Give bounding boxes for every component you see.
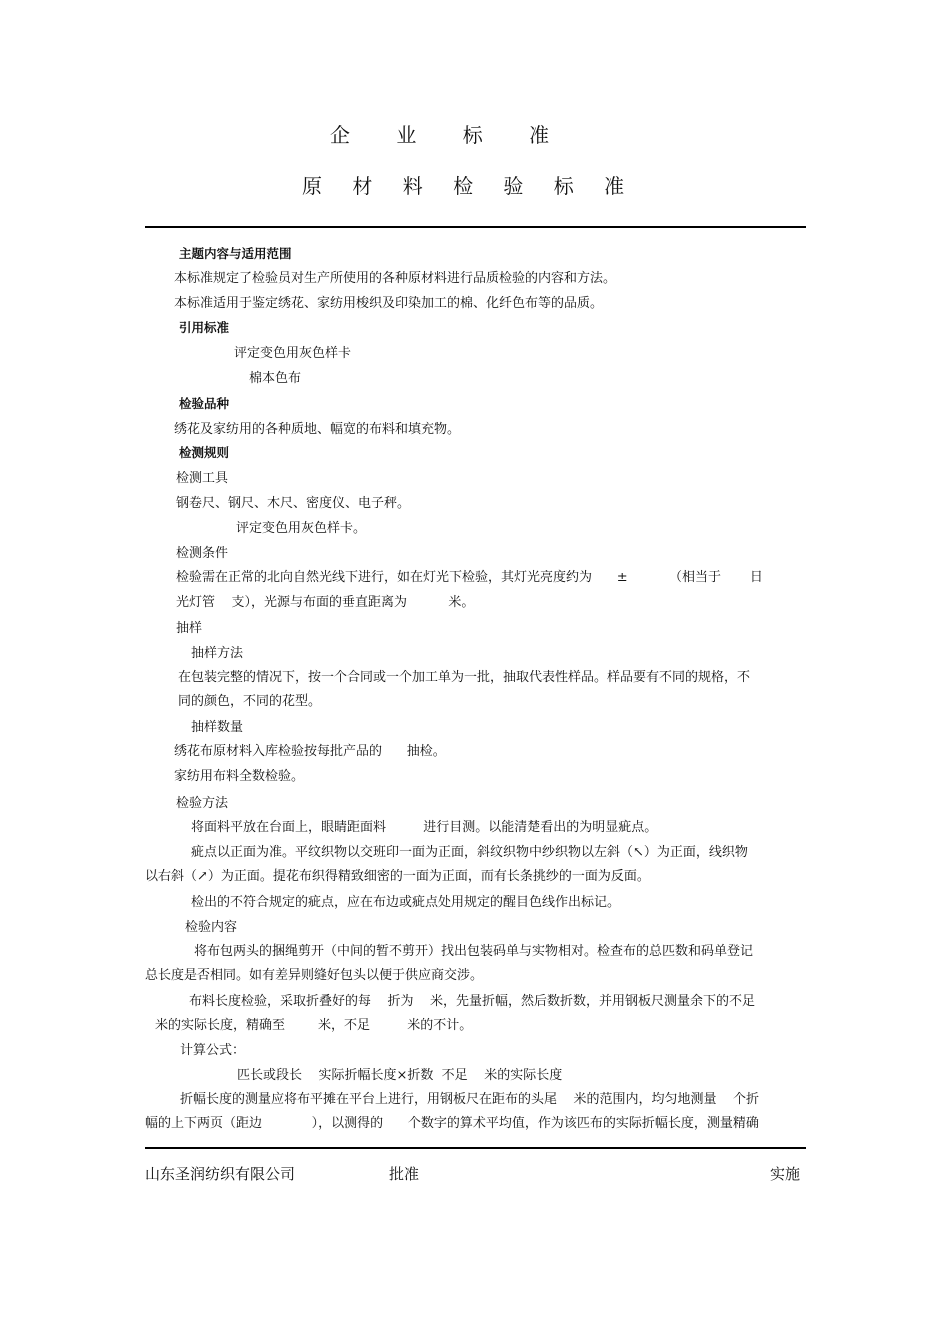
formula: 匹长或段长 实际折幅长度×折数 不足 米的实际长度 — [237, 1068, 563, 1083]
header-rule — [145, 226, 806, 228]
paragraph: 绣花及家纺用的各种质地、幅宽的布料和填充物。 — [174, 422, 461, 437]
footer-implement: 实施 — [770, 1165, 801, 1183]
paragraph: 布料长度检验，采取折叠好的每 折为 米，先量折幅，然后数折数，并用钢板尺测量余下的不足 — [189, 994, 756, 1009]
paragraph: 光灯管 支），光源与布面的垂直距离为 米。 — [176, 595, 475, 610]
subheading: 检验内容 — [185, 920, 238, 935]
subheading: 抽样 — [176, 621, 203, 636]
paragraph: 评定变色用灰色样卡。 — [236, 521, 367, 536]
subheading: 检测工具 — [176, 471, 229, 486]
paragraph: 疵点以正面为准。平纹织物以交班印一面为正面，斜纹织物中纱织物以左斜（↖）为正面，线织物 — [191, 845, 748, 860]
paragraph: 米的实际长度，精确至 米，不足 米的不计。 — [155, 1018, 473, 1033]
paragraph: 检验需在正常的北向自然光线下进行，如在灯光下检验，其灯光亮度约为 ± （相当于 日 — [176, 570, 763, 585]
paragraph: 钢卷尺、钢尺、木尺、密度仪、电子秤。 — [176, 496, 411, 511]
section-heading-references: 引用标准 — [179, 320, 230, 335]
section-heading-scope: 主题内容与适用范围 — [179, 246, 292, 261]
formula-label: 计算公式： — [180, 1043, 246, 1058]
paragraph: 将布包两头的捆绳剪开（中间的暂不剪开）找出包装码单与实物相对。检查布的总匹数和码单登记 — [194, 944, 754, 959]
paragraph: 同的颜色，不同的花型。 — [178, 694, 322, 709]
section-heading-rules: 检测规则 — [179, 445, 230, 460]
reference-item: 评定变色用灰色样卡 — [234, 346, 352, 361]
paragraph: 幅的上下两页（距边 ），以测得的 个数字的算术平均值，作为该匹布的实际折幅长度，测量精确 — [145, 1116, 759, 1131]
subheading: 检验方法 — [176, 796, 229, 811]
paragraph: 以右斜（↗）为正面。提花布织得精致细密的一面为正面，而有长条挑纱的一面为反面。 — [145, 869, 650, 884]
footer-approve: 批准 — [389, 1165, 420, 1183]
footer-rule — [145, 1147, 806, 1149]
paragraph: 折幅长度的测量应将布平摊在平台上进行，用钢板尺在距布的头尾 米的范围内，均匀地测量 个折 — [180, 1092, 760, 1107]
paragraph: 检出的不符合规定的疵点，应在布边或疵点处用规定的醒目色线作出标记。 — [191, 895, 621, 910]
section-heading-varieties: 检验品种 — [179, 396, 230, 411]
paragraph: 将面料平放在台面上，眼睛距面料 进行目测。以能清楚看出的为明显疵点。 — [191, 820, 658, 835]
paragraph: 家纺用布料全数检验。 — [174, 769, 305, 784]
paragraph: 在包装完整的情况下，按一个合同或一个加工单为一批，抽取代表性样品。样品要有不同的规格，不 — [178, 670, 751, 685]
subheading: 抽样数量 — [191, 720, 244, 735]
subheading: 检测条件 — [176, 546, 229, 561]
page-subtitle: 原 材 料 检 验 标 准 — [302, 174, 637, 198]
paragraph: 总长度是否相同。如有差异则缝好包头以便于供应商交涉。 — [145, 968, 484, 983]
paragraph: 绣花布原材料入库检验按每批产品的 抽检。 — [174, 744, 446, 759]
reference-item: 棉本色布 — [249, 371, 302, 386]
paragraph: 本标准规定了检验员对生产所使用的各种原材料进行品质检验的内容和方法。 — [174, 271, 617, 286]
paragraph: 本标准适用于鉴定绣花、家纺用梭织及印染加工的棉、化纤色布等的品质。 — [174, 296, 604, 311]
subheading: 抽样方法 — [191, 646, 244, 661]
footer-company: 山东圣润纺织有限公司 — [145, 1165, 296, 1183]
page-title: 企 业 标 准 — [330, 123, 570, 147]
